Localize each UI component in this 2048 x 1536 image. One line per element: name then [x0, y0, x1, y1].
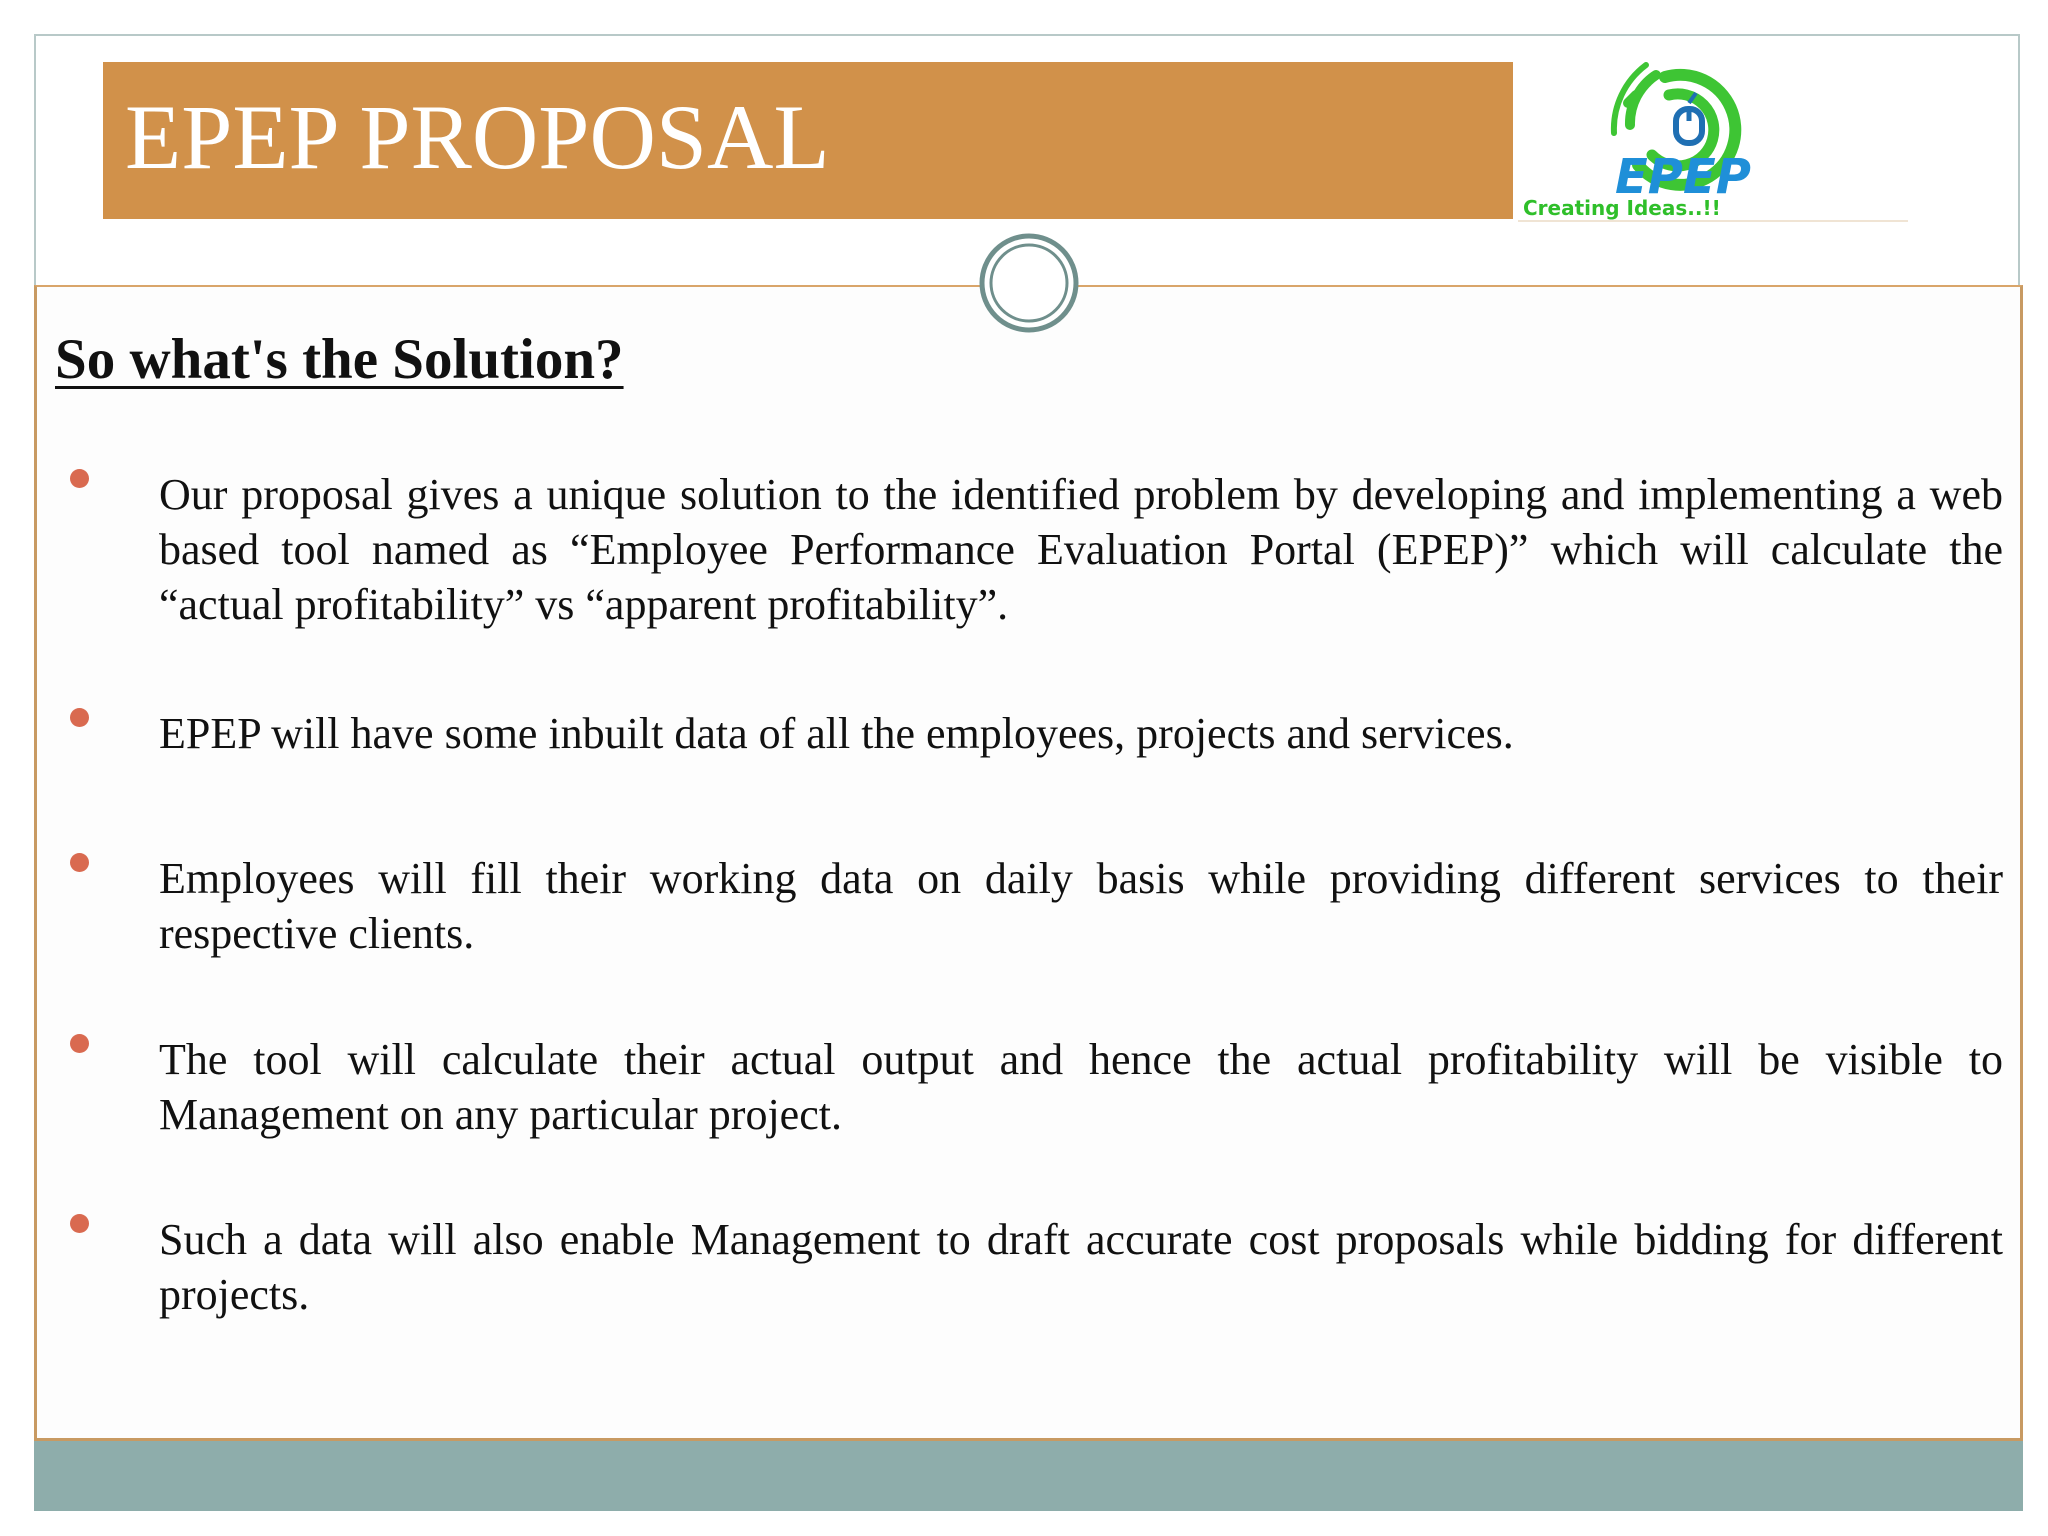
bullet-dot-icon	[70, 853, 89, 872]
bullet-text: Such a data will also enable Management to draft accurate cost proposals while bidding for different projects.	[159, 1215, 2003, 1319]
bullet-text: The tool will calculate their actual output and hence the actual profitability will be visible to Management on any particular project.	[159, 1035, 2003, 1139]
slide-title: EPEP PROPOSAL	[125, 86, 830, 188]
bullet-dot-icon	[70, 708, 89, 727]
logo-tagline: Creating Ideas..!!	[1523, 196, 1721, 220]
bullet-dot-icon	[70, 1034, 89, 1053]
bullet-text: Our proposal gives a unique solution to the identified problem by developing and implementing a web based tool named as “Employee Performance Evaluation Portal (EPEP)” which will calculate the “actual profitability” vs “apparent profitability”.	[159, 470, 2003, 629]
bullet-dot-icon	[70, 469, 89, 488]
bullet-text: EPEP will have some inbuilt data of all the employees, projects and services.	[159, 709, 1514, 758]
bullet-text: Employees will fill their working data on daily basis while providing different services to their respective clients.	[159, 854, 2003, 958]
logo-name: EPEP	[1615, 149, 1751, 205]
section-heading: So what's the Solution?	[55, 328, 624, 391]
bullet-dot-icon	[70, 1214, 89, 1233]
